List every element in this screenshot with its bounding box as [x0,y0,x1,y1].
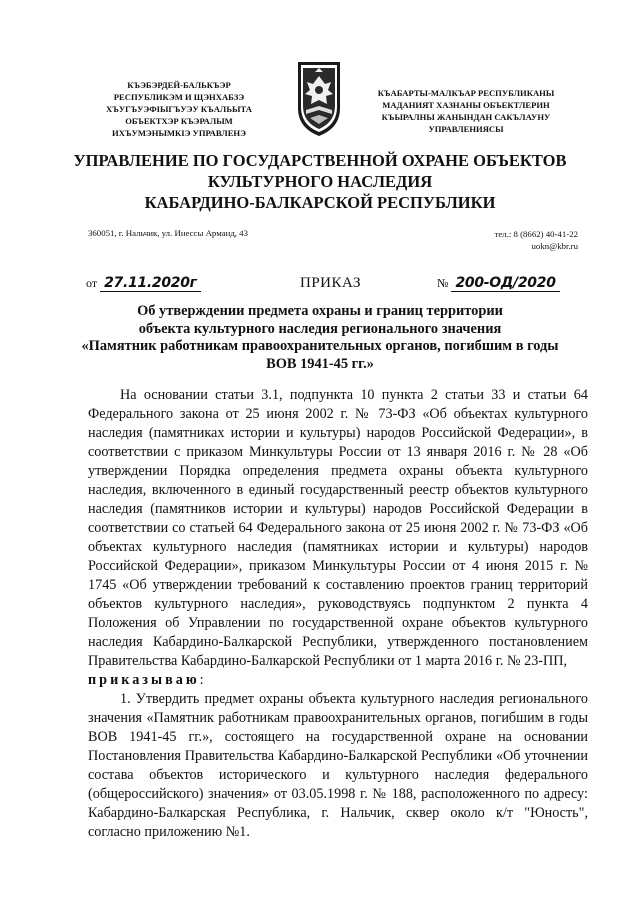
organization-title [40,150,600,213]
subject-line: Об утверждении предмета охраны и границ территории [137,303,503,319]
header-balkar-name [360,87,572,135]
header-line: КЪАБАРТЫ-МАЛКЪАР РЕСПУБЛИКАНЫ [377,88,555,98]
body-paragraph-preamble [88,386,588,690]
preamble-text: На основании статьи 3.1, подпункта 10 пункта 2 статьи 33 и статьи 64 Федерального закона от 25 июня 2002 г. № 73-ФЗ «Об объектах культурного наследия (памятниках истории и культуры) народов Российской Федерации», в соответствии с приказом Минкультуры России от 13 января 2016 г. № 28 «Об утверждении Порядка определения предмета охраны объекта культурного наследия, включенного в единый государственный реестр объектов культурного наследия (памятников истории и культуры) народов Российской Федерации в соответствии со статьей 64 Федерального закона от 25 июня 2002 г. № 73-ФЗ «Об объектах культурного наследия (памятниках истории и культуры) народов Российской Федерации», приказом Минкультуры России от 4 июня 2015 г. № 1745 «Об утверждении требований к составлению проектов границ территорий объектов культурного наследия», руководствуясь подпунктом 2 пункта 4 Положения об Управлении по государственной охране объектов культурного наследия Кабардино-Балкарской Республики, утвержденного постановлением Правительства Кабардино-Балкарской Республики от 1 марта 2016 г. № 23-ПП, [88,387,588,669]
coat-of-arms-emblem [296,60,342,138]
order-directive: приказываю [88,672,200,688]
organization-address: 360051, г. Нальчик, ул. Инессы Арманд, 43 [88,228,248,238]
header-line: РЕСПУБЛИКЭМ И ЩЭНХАБЗЭ [113,92,245,102]
subject-line: «Памятник работникам правоохранительных органов, погибшим в годы [81,338,559,354]
org-title-line: УПРАВЛЕНИЕ ПО ГОСУДАРСТВЕННОЙ ОХРАНЕ ОБЪЕКТОВ [73,151,567,170]
org-title-line: КАБАРДИНО-БАЛКАРСКОЙ РЕСПУБЛИКИ [144,193,496,212]
order-date [86,275,201,291]
header-line: УПРАВЛЕНИЯСЫ [428,124,504,134]
document-type: ПРИКАЗ [300,275,361,291]
header-line: КЪЭБЭРДЕЙ-БАЛЬКЪЭР [127,80,231,90]
header-kabardian-name [70,79,288,139]
handwritten-date: 27.11.2020г [100,275,201,292]
header-line: ХЪУГЪУЭФІЫГЪУЭУ КЪАЛЬЫТА [106,104,252,114]
order-colon: : [199,672,204,688]
email: uokn@kbr.ru [531,241,578,251]
order-body [88,386,588,842]
subject-line: ВОВ 1941-45 гг.» [266,355,374,372]
order-number [437,275,560,291]
org-title-line: КУЛЬТУРНОГО НАСЛЕДИЯ [207,172,433,191]
number-prefix: № [437,276,449,290]
header-line: ИХЪУМЭНЫМКІЭ УПРАВЛЕНЭ [112,128,246,138]
phone: тел.: 8 (8662) 40-41-22 [494,229,578,239]
body-paragraph-item-1: 1. Утвердить предмет охраны объекта культурного наследия регионального значения «Памятник работникам правоохранительных органов, погибшим в годы ВОВ 1941-45 гг.», состоящего на государственной охране на основании Постановления Правительства Кабардино-Балкарской Республики «Об уточнении состава объектов исторического и культурного наследия федерального (общероссийского) значения» от 03.05.1998 г. № 188, расположенного по адресу: Кабардино-Балкарская Республика, г. Нальчик, сквер около к/т "Юность", согласно приложению №1. [88,691,588,840]
header-line: ОБЪЕКТХЭР КЪЭРАЛЫМ [125,116,233,126]
order-subject [60,303,580,373]
header-line: МАДАНИЯТ ХАЗНАНЫ ОБЪЕКТЛЕРИН [382,100,550,110]
organization-contacts [495,228,578,252]
handwritten-number: 200-ОД/2020 [451,275,559,292]
subject-line: объекта культурного наследия регионального значения [138,320,502,337]
header-line: КЪЫРАЛНЫ ЖАНЫНДАН САКЪЛАУНУ [381,112,551,122]
date-prefix: от [86,276,98,290]
